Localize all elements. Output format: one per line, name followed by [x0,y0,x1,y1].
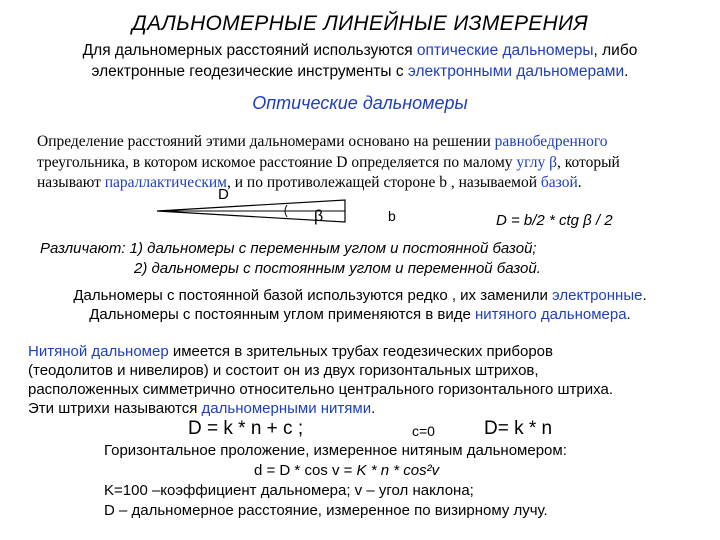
horizontal-formula-italic: K * n * cos²v [356,462,440,479]
thread-line-2: (теодолитов и нивелиров) и состоит он из двух горизонтальных штрихов, [28,362,539,379]
thread-text: Эти штрихи называются [28,400,202,417]
base-term: базой [540,174,578,191]
k-definition: K=100 –коэффициент дальномера; v – угол наклона; [104,482,474,499]
intro-text: . [624,63,629,80]
base-note-line-1 [0,287,720,304]
base-note-text: . [642,287,647,304]
isosceles-term: равнобедренного [494,133,608,150]
optical-rangefinders-term: оптические дальномеры [416,42,594,59]
parallax-triangle-diagram [155,195,355,235]
electronic-term: электронные [552,287,643,304]
c-zero-note: c=0 [412,423,435,439]
d-definition: D – дальномерное расстояние, измеренное по визирному лучу. [104,502,548,519]
base-note-text: . [626,306,631,323]
horizontal-distance-line: Горизонтальное проложение, измеренное нитяным дальномером: [104,442,567,459]
definition-text: , и по противолежащей стороне b , называемой [227,174,541,191]
thread-rangefinder-term: нитяного дальномера [474,306,627,323]
intro-line-1 [0,42,720,60]
electronic-rangefinders-term: электронными дальномерами [407,63,625,80]
horizontal-formula-text: d = D * cos v = [254,462,357,479]
base-note-text: Дальномеры с постоянным углом применяются в виде [89,306,475,323]
parallax-formula: D = b/2 * ctg β / 2 [496,212,613,229]
intro-text: электронные геодезические инструменты с [91,63,408,80]
distinguish-line-2: 2) дальномеры с постоянным углом и переменной базой. [134,260,541,277]
definition-text: называют [37,174,105,191]
stadia-formula-result: D= k * n [484,418,553,439]
definition-text: , который [556,154,620,171]
definition-text: треугольника, в котором искомое расстояние D определяется по малому [37,154,517,171]
page-title: ДАЛЬНОМЕРНЫЕ ЛИНЕЙНЫЕ ИЗМЕРЕНИЯ [132,12,588,35]
base-note-text: Дальномеры с постоянной базой используются редко , их заменили [73,287,553,304]
intro-text: Для дальномерных расстояний используются [82,42,417,59]
horizontal-formula [254,462,439,479]
optical-heading: Оптические дальномеры [252,93,468,113]
intro-text: , либо [593,42,638,59]
parallactic-term: параллактическим [104,174,227,191]
stadia-threads-term: дальномерными нитями [201,400,372,417]
thread-line-4 [28,400,375,417]
distinguish-line-1: Различают: 1) дальномеры с переменным углом и постоянной базой; [40,240,537,257]
definition-line-3 [37,174,582,192]
thread-line-1 [28,343,553,360]
label-b: b [388,208,396,224]
definition-text: Определение расстояний этими дальномерами основано на решении [37,133,495,150]
label-beta: β [314,208,324,225]
thread-text: имеется в зрительных трубах геодезических приборов [168,343,553,360]
definition-line-1 [37,133,608,151]
intro-line-2 [0,63,720,81]
label-d: D [218,186,229,203]
thread-line-3: расположенных симметрично относительно центрального горизонтального штриха. [28,381,613,398]
base-note-line-2 [0,306,720,323]
thread-text: . [371,400,376,417]
angle-term: углу β [516,154,557,171]
definition-text: . [577,174,582,191]
stadia-formula: D = k * n + c ; [188,418,304,439]
definition-line-2 [37,154,620,172]
thread-rangefinder-label: Нитяной дальномер [28,343,169,360]
